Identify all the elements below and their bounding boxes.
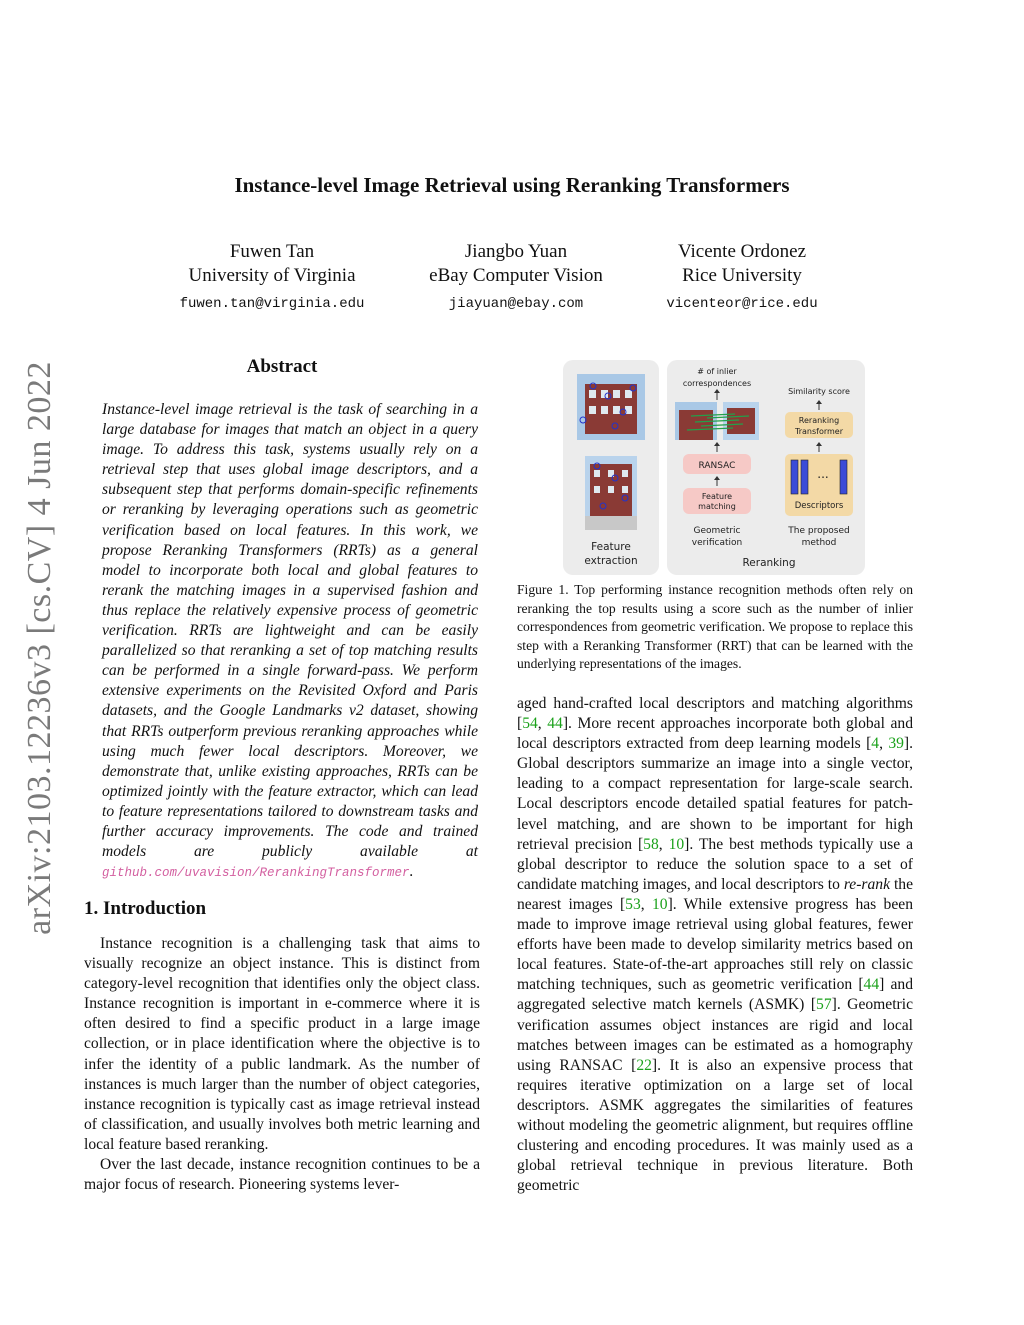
citation-link[interactable]: 10 xyxy=(668,835,685,853)
citation-link[interactable]: 22 xyxy=(636,1056,652,1074)
descriptors-label: Descriptors xyxy=(794,501,844,511)
paragraph: Instance recognition is a challenging task that aims to visually recognize an object instance. This is distinct from category-level recognition that identifies only the object class. Instance recognition is important in e-commerce where it is often desired to find a specific product in a large image collection, or in place identification where the objective is to infer the identity of a public landmark. As the number of instances is much larger than the number of object categories, instance recognition is typically cast as image retrieval instead of classification, and usually involves both metric learning and local feature based reranking. xyxy=(84,935,480,1153)
citation-link[interactable]: 54 xyxy=(522,715,538,733)
figure-1 xyxy=(563,360,865,575)
citation-link[interactable]: 44 xyxy=(547,715,563,733)
introduction-body xyxy=(84,934,480,1195)
abstract-body: Instance-level image retrieval is the task of searching in a large database for images that match an object in a query image. To address this task, systems usually rely on a retrieval step that uses global image descriptors, and a subsequent step that performs domain-specific refinements or reranking by leveraging operations such as geometric verification based on local features. In this work, we propose Reranking Transformers (RRTs) as a general model to incorporate both local and global features to rerank the matching images in a supervised fashion and thus replace the relatively expensive process of geometric verification. RRTs are lightweight and can be easily parallelized so that reranking a set of top matching results can be performed in a single forward-pass. We perform extensive experiments on the Revisited Oxford and Paris datasets, and the Google Landmarks v2 dataset, showing that RRTs outperform previous reranking approaches while using much fewer local descriptors. Moreover, we demonstrate that, unlike existing approaches, RRTs can be optimized jointly with the feature extractor, which can lead to feature representations tailored to downstream tasks and further accuracy improvements. The code and trained models are publicly available at github.com/uvavision/RerankingTransformer. xyxy=(102,401,478,881)
author-name: Jiangbo Yuan xyxy=(464,241,568,262)
author-name: Fuwen Tan xyxy=(229,241,315,262)
figure-caption: Figure 1. Top performing instance recognition methods often rely on reranking the top results using a score such as the number of inlier correspondences from geometric verification. We propose to replace this step with a Reranking Transformer (RRT) that can be learned with the underlying representations of the images. xyxy=(517,582,913,671)
ransac-label: RANSAC xyxy=(698,461,736,471)
paragraph: aged hand-crafted local descriptors and matching algorithms [54, 44]. More recent approaches incorporate both global and local descriptors extracted from deep learning models [4, 39]. Global descriptors summarize an image into a single vector, leading to a compact representation for large-scale search. Local descriptors encode detailed spatial features for patch-level matching, and are shown to be important for high retrieval precision [58, 10]. The best methods typically use a global descriptor to reduce the solution space to a set of candidate matching images, and local descriptors to re-rank the nearest images [53, 10]. While extensive progress has been made to improve image retrieval using global features, fewer efforts have been made to develop similarity metrics based on local features. State-of-the-art approaches still rely on classic matching techniques, such as geometric verification [44] and aggregated selective match kernels (ASMK) [57]. Geometric verification assumes object instances are rigid and local matches between images can be estimated as a homography using RANSAC [22]. It is also an expensive process that requires iterative optimization on a large set of local descriptors. ASMK aggregates the similarities of features without modeling the geometric alignment, but requires offline clustering and encoding procedures. It was mainly used as a global retrieval technique in previous literature. Both geometric xyxy=(517,695,914,1195)
descriptor-bar xyxy=(801,460,808,494)
geometric-verification-label: verification xyxy=(691,538,743,548)
citation-link[interactable]: 58 xyxy=(643,835,659,853)
author-name: Vicente Ordonez xyxy=(677,241,807,262)
reranking-label: Reranking xyxy=(742,557,796,569)
feature-matching-label: Feature xyxy=(701,492,733,501)
proposed-method-label: method xyxy=(801,538,837,548)
paper-title: Instance-level Image Retrieval using Reranking Transformers xyxy=(234,173,790,197)
author-block xyxy=(400,240,632,316)
feature-extraction-label: extraction xyxy=(584,555,638,567)
author-block xyxy=(632,240,852,316)
code-link[interactable]: github.com/uvavision/RerankingTransformer xyxy=(102,866,410,881)
feature-matching-label: matching xyxy=(698,502,736,511)
author-affiliation: University of Virginia xyxy=(188,265,356,286)
citation-link[interactable]: 53 xyxy=(625,895,641,913)
author-email: jiayuan@ebay.com xyxy=(448,296,584,312)
citation-link[interactable]: 44 xyxy=(863,976,880,994)
arxiv-side-stamp: arXiv:2103.12236v3 [cs.CV] 4 Jun 2022 xyxy=(21,360,59,935)
paragraph: Over the last decade, instance recognition continues to be a major focus of research. Pioneering systems lever- xyxy=(84,1156,480,1194)
right-column-body xyxy=(517,694,913,1196)
inlier-label: correspondences xyxy=(682,379,752,388)
query-image-icon xyxy=(577,374,645,440)
citation-link[interactable]: 39 xyxy=(888,735,904,753)
citation-link[interactable]: 57 xyxy=(816,996,832,1014)
author-email: vicenteor@rice.edu xyxy=(666,296,818,312)
descriptor-bar xyxy=(791,460,798,494)
similarity-score-label: Similarity score xyxy=(788,387,850,396)
inlier-label: # of inlier xyxy=(697,367,737,376)
citation-link[interactable]: 10 xyxy=(651,895,668,913)
author-email: fuwen.tan@virginia.edu xyxy=(179,296,365,312)
proposed-method-label: The proposed xyxy=(788,526,850,536)
ellipsis: ... xyxy=(817,467,829,481)
feature-extraction-label: Feature xyxy=(591,541,631,553)
author-affiliation: eBay Computer Vision xyxy=(429,265,603,286)
abstract-heading: Abstract xyxy=(246,356,318,377)
matched-pair-image-icon xyxy=(675,402,759,440)
author-block xyxy=(152,240,392,316)
citation-link[interactable]: 4 xyxy=(871,735,880,753)
geometric-verification-label: Geometric xyxy=(693,526,741,536)
reranking-transformer-label: Reranking xyxy=(798,416,840,425)
reranking-transformer-label: Transformer xyxy=(794,427,844,436)
descriptor-bar xyxy=(840,460,847,494)
author-affiliation: Rice University xyxy=(682,265,802,286)
candidate-image-icon xyxy=(585,456,637,530)
section-heading-introduction: 1. Introduction xyxy=(84,898,207,919)
